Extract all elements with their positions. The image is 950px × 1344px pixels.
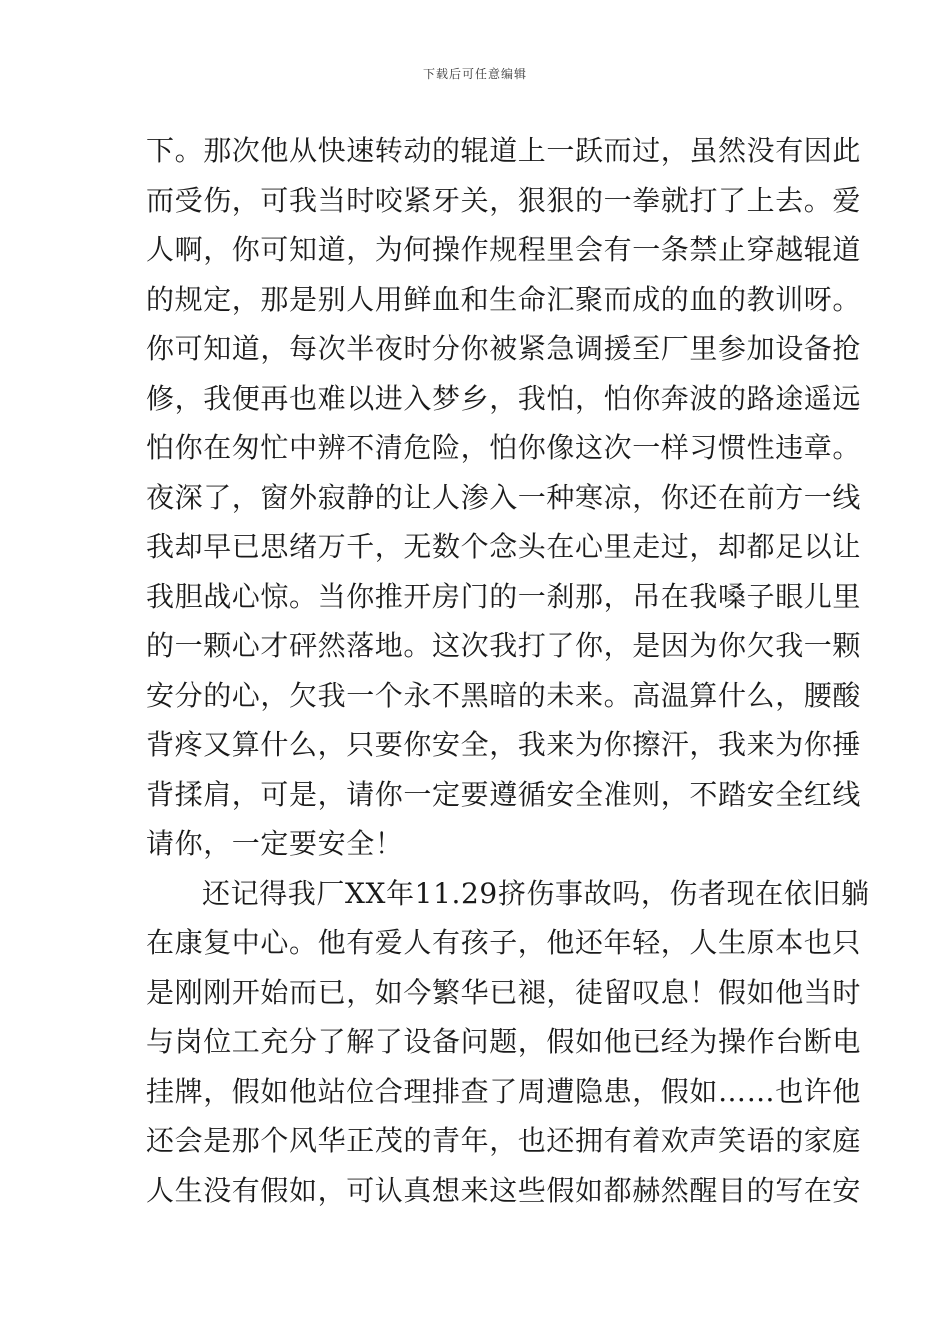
paragraph-first-line: 还记得我厂XX年11.29挤伤事故吗，伤者现在依旧躺 — [202, 876, 870, 910]
text-line: 人生没有假如，可认真想来这些假如都赫然醒目的写在安 — [146, 1173, 862, 1207]
text-line: 怕你在匆忙中辨不清危险，怕你像这次一样习惯性违章。 — [146, 431, 862, 464]
text-line: 背揉肩，可是，请你一定要遵循安全准则，不踏安全红线 — [146, 777, 862, 811]
text-line: 安分的心，欠我一个永不黑暗的未来。高温算什么，腰酸 — [146, 678, 862, 712]
text-line: 你可知道，每次半夜时分你被紧急调援至厂里参加设备抢 — [146, 332, 862, 365]
text-line: 在康复中心。他有爱人有孩子，他还年轻，人生原本也只 — [146, 926, 862, 959]
text-line: 请你，一定要安全！ — [146, 827, 404, 860]
text-line: 还会是那个风华正茂的青年，也还拥有着欢声笑语的家庭 — [146, 1124, 862, 1157]
text-line: 修，我便再也难以进入梦乡，我怕，怕你奔波的路途遥远 — [146, 381, 862, 415]
text-line: 夜深了，窗外寂静的让人渗入一种寒凉，你还在前方一线 — [146, 480, 862, 514]
text-line: 的一颗心才砰然落地。这次我打了你，是因为你欠我一颗 — [146, 629, 862, 662]
text-line: 是刚刚开始而已，如今繁华已褪，徒留叹息！假如他当时 — [146, 975, 862, 1009]
text-line: 与岗位工充分了解了设备问题，假如他已经为操作台断电 — [146, 1025, 862, 1058]
text-line: 而受伤，可我当时咬紧牙关，狠狠的一拳就打了上去。爱 — [146, 183, 862, 217]
text-line: 背疼又算什么，只要你安全，我来为你擦汗，我来为你捶 — [146, 728, 862, 761]
text-line: 的规定，那是别人用鲜血和生命汇聚而成的血的教训呀。 — [146, 282, 862, 316]
document-body — [146, 126, 870, 1215]
page-header: 下载后可任意编辑 — [422, 67, 527, 81]
text-line: 人啊，你可知道，为何操作规程里会有一条禁止穿越辊道 — [146, 233, 862, 266]
text-line: 下。那次他从快速转动的辊道上一跃而过，虽然没有因此 — [146, 134, 862, 167]
text-line: 我胆战心惊。当你推开房门的一刹那，吊在我嗓子眼儿里 — [146, 579, 862, 613]
text-line: 我却早已思绪万千，无数个念头在心里走过，却都足以让 — [146, 530, 862, 563]
text-line: 挂牌，假如他站位合理排查了周遭隐患，假如……也许他 — [146, 1074, 862, 1108]
